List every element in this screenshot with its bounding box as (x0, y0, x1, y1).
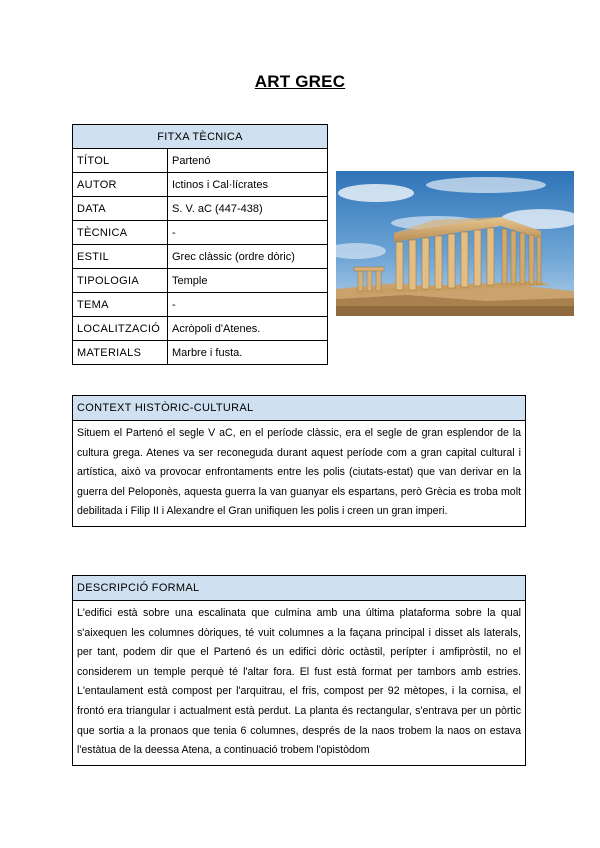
context-text: Situem el Partenó el segle V aC, en el període clàssic, era el segle de gran esplendor de la cultura grega. Atenes va ser reconeguda durant aquest període com a gran capital cultural i artística, això va provocar enfrontaments entre les polis (ciutats-estat) que van derivar en la guerra del Peloponès, aquesta guerra la van guanyar els espartans, però Grècia es troba molt debilitada i Filip II i Alexandre el Gran unifiquen les polis i creen un gran imperi. (77, 427, 521, 518)
row-value: Grec clàssic (ordre dòric) (168, 245, 328, 269)
row-value: Partenó (168, 149, 328, 173)
row-label: ESTIL (73, 245, 168, 269)
row-value: Marbre i fusta. (168, 341, 328, 365)
row-label: TÈCNICA (73, 221, 168, 245)
parthenon-photo (336, 171, 574, 316)
row-value: S. V. aC (447-438) (168, 197, 328, 221)
table-row (73, 269, 328, 293)
descripcio-text: L'edifici està sobre una escalinata que culmina amb una última plataforma sobre la qual s'aixequen les columnes dòriques, té vuit columnes a la façana principal i disset als laterals, per tant, podem dir que el Partenó és un edifici dòric octàstil, perípter i amfipròstil, no el considerem un temple perquè té l'altar fora. El fust està format per tambors amb estries. L'entaulament està compost per l'arquitrau, el fris, compost per 92 mètopes, i la cornisa, el frontó era triangular i actualment està perdut. La planta és rectangular, s'entrava per un pòrtic que sortia a la pronaos que tenia 6 columnes, després de la naos trobem la naos on estava l'estàtua de la deessa Atena, a continuació trobem l'opistòdom (77, 607, 521, 757)
fitxa-tecnica-table (72, 124, 328, 365)
row-label: AUTOR (73, 173, 168, 197)
row-label: TEMA (73, 293, 168, 317)
row-value: - (168, 221, 328, 245)
table-row (73, 341, 328, 365)
row-label: TIPOLOGIA (73, 269, 168, 293)
row-label: MATERIALS (73, 341, 168, 365)
context-header: CONTEXT HISTÒRIC-CULTURAL (73, 396, 525, 421)
table-row (73, 197, 328, 221)
table-row (73, 293, 328, 317)
context-section (72, 395, 526, 527)
row-label: DATA (73, 197, 168, 221)
descripcio-header: DESCRIPCIÓ FORMAL (73, 576, 525, 601)
row-value: - (168, 293, 328, 317)
row-value: Acròpoli d'Atenes. (168, 317, 328, 341)
descripcio-section (72, 575, 526, 766)
row-label: TÍTOL (73, 149, 168, 173)
fitxa-header-row (73, 125, 328, 149)
table-row (73, 173, 328, 197)
table-row (73, 317, 328, 341)
table-row (73, 245, 328, 269)
table-row (73, 221, 328, 245)
row-label: LOCALITZACIÓ (73, 317, 168, 341)
fitxa-header: FITXA TÈCNICA (73, 125, 328, 149)
row-value: Temple (168, 269, 328, 293)
row-value: Ictinos i Cal·lícrates (168, 173, 328, 197)
table-row (73, 149, 328, 173)
page-title: ART GREC (254, 72, 346, 91)
